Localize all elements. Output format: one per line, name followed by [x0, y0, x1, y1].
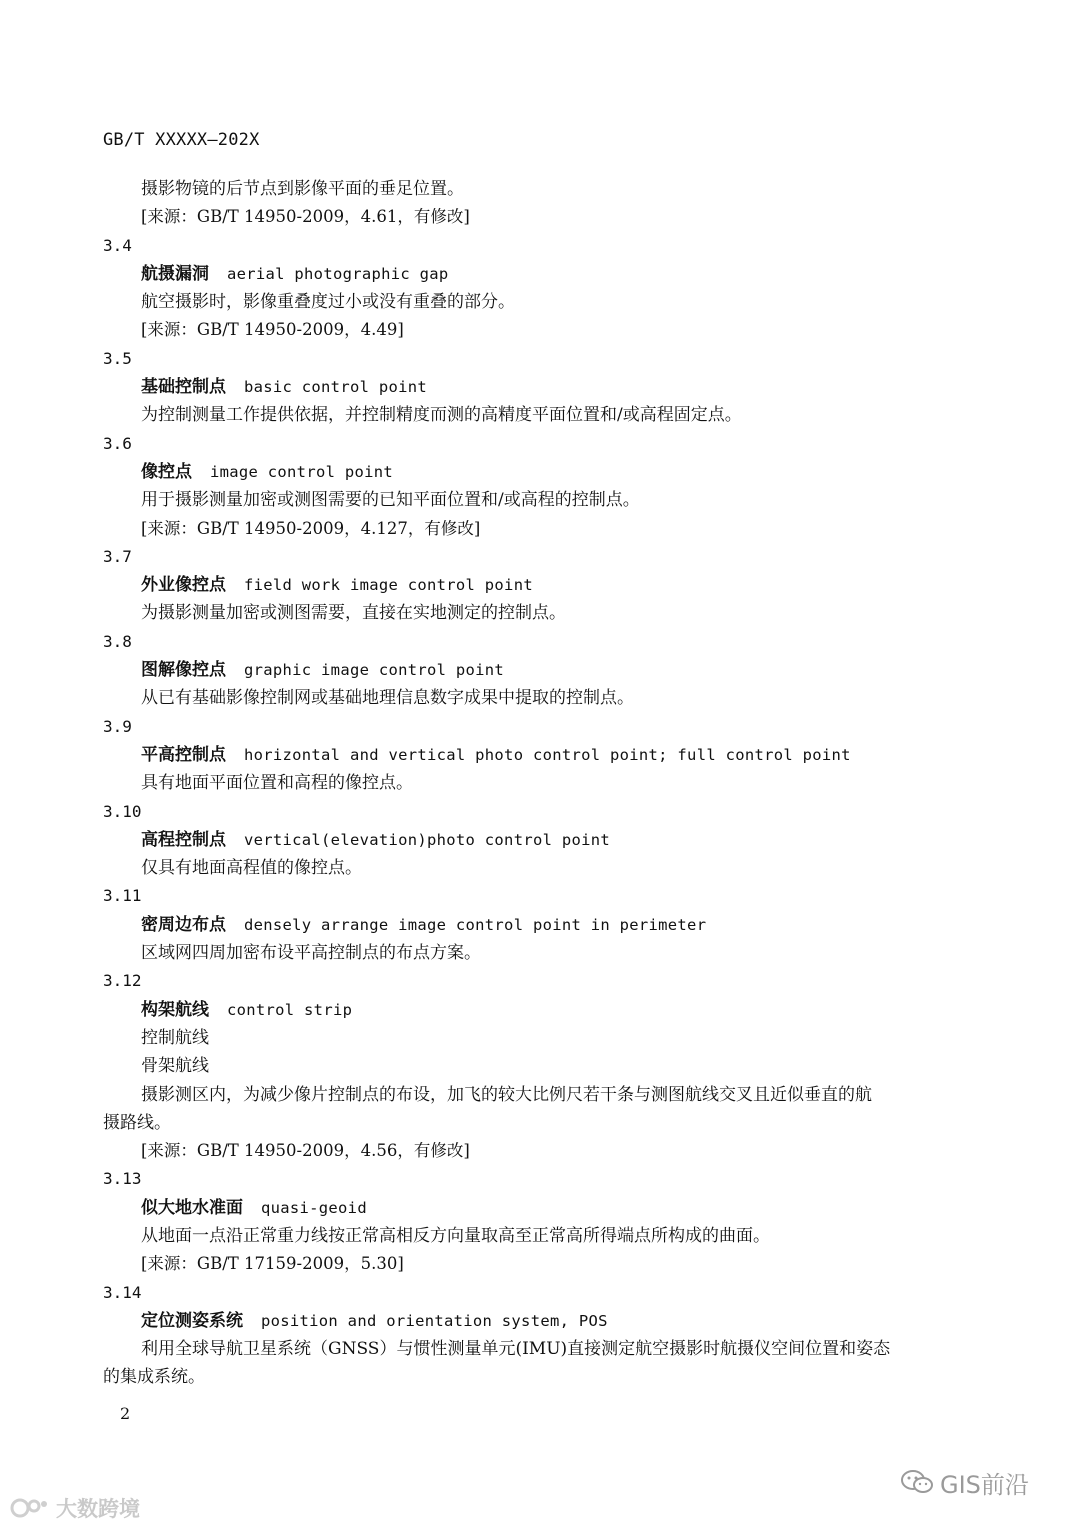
term-english: vertical(elevation)photo control point	[244, 830, 611, 849]
term-entry	[103, 1307, 963, 1335]
watermark-logo-icon	[10, 1496, 50, 1520]
term-english: quasi-geoid	[261, 1198, 367, 1217]
term-chinese: 航摄漏洞	[141, 263, 209, 284]
term-chinese: 像控点	[141, 461, 192, 482]
term-english: graphic image control point	[244, 661, 505, 680]
term-chinese: 基础控制点	[141, 377, 226, 398]
term-english: image control point	[210, 462, 394, 481]
page-number: 2	[120, 1404, 131, 1423]
term-chinese: 平高控制点	[141, 744, 226, 765]
clause-number: 3.12	[103, 971, 142, 991]
term-entry	[103, 826, 963, 854]
term-english: position and orientation system, POS	[261, 1311, 608, 1330]
term-english: horizontal and vertical photo control point; full control point	[244, 745, 851, 764]
clause-number: 3.7	[103, 546, 132, 566]
definition-text: 骨架航线	[141, 1056, 209, 1077]
definition-text: 用于摄影测量加密或测图需要的已知平面位置和/或高程的控制点。	[141, 490, 640, 511]
term-entry	[103, 911, 963, 939]
watermark-right-text: GIS前沿	[940, 1470, 1029, 1499]
term-english: basic control point	[244, 378, 428, 397]
term-entry	[103, 741, 963, 769]
watermark-left	[10, 1493, 140, 1523]
definition-text: 利用全球导航卫星系统（GNSS）与惯性测量单元(IMU)直接测定航空摄影时航摄仪空间位置和姿态	[141, 1339, 891, 1360]
term-chinese: 似大地水准面	[141, 1197, 243, 1218]
definition-text: 从地面一点沿正常重力线按正常高相反方向量取高至正常高所得端点所构成的曲面。	[141, 1225, 770, 1246]
definition-text: 为控制测量工作提供依据，并控制精度而测的高精度平面位置和/或高程固定点。	[141, 405, 742, 426]
definition-text: 从已有基础影像控制网或基础地理信息数字成果中提取的控制点。	[141, 688, 634, 709]
clause-number: 3.9	[103, 716, 132, 736]
source-citation: [来源：GB/T 14950-2009，4.49]	[141, 320, 404, 340]
document-code-header: GB/T XXXXX—202X	[103, 130, 260, 150]
definition-text: 区域网四周加密布设平高控制点的布点方案。	[141, 943, 481, 964]
source-citation: [来源：GB/T 14950-2009，4.127，有修改]	[141, 518, 481, 538]
term-entry	[103, 996, 963, 1024]
term-entry	[103, 656, 963, 684]
clause-number: 3.10	[103, 801, 142, 821]
definition-text-continuation: 的集成系统。	[103, 1367, 205, 1388]
clause-number: 3.11	[103, 886, 142, 906]
definition-text: 控制航线	[141, 1027, 209, 1048]
definition-text: 航空摄影时，影像重叠度过小或没有重叠的部分。	[141, 292, 515, 313]
clause-number: 3.8	[103, 631, 132, 651]
term-english: densely arrange image control point in perimeter	[244, 915, 707, 934]
source-citation: [来源：GB/T 14950-2009，4.56，有修改]	[141, 1141, 470, 1161]
watermark-right	[900, 1462, 1029, 1502]
definition-text: 仅具有地面高程值的像控点。	[141, 858, 362, 879]
term-chinese: 外业像控点	[141, 575, 226, 596]
clause-number: 3.5	[103, 348, 132, 368]
definition-text: 具有地面平面位置和高程的像控点。	[141, 773, 413, 794]
clause-number: 3.14	[103, 1282, 142, 1302]
wechat-icon	[900, 1468, 934, 1496]
term-entry	[103, 373, 963, 401]
term-chinese: 高程控制点	[141, 829, 226, 850]
term-chinese: 定位测姿系统	[141, 1310, 243, 1331]
term-english: field work image control point	[244, 576, 533, 595]
term-chinese: 图解像控点	[141, 660, 226, 681]
definition-text: 为摄影测量加密或测图需要，直接在实地测定的控制点。	[141, 603, 566, 624]
source-citation: [来源：GB/T 17159-2009，5.30]	[141, 1254, 404, 1274]
definition-text-continuation: 摄路线。	[103, 1112, 171, 1133]
definition-text: 摄影测区内，为减少像片控制点的布设，加飞的较大比例尺若干条与测图航线交叉且近似垂直的航	[141, 1084, 872, 1105]
document-body	[103, 175, 963, 1392]
definition-text: 摄影物镜的后节点到影像平面的垂足位置。	[141, 179, 464, 199]
term-chinese: 密周边布点	[141, 914, 226, 935]
clause-number: 3.6	[103, 433, 132, 453]
clause-number: 3.4	[103, 235, 132, 255]
term-entry	[103, 260, 963, 288]
term-english: aerial photographic gap	[227, 264, 449, 283]
clause-number: 3.13	[103, 1169, 142, 1189]
term-entry	[103, 1194, 963, 1222]
term-english: control strip	[227, 1000, 353, 1019]
source-citation: [来源：GB/T 14950-2009，4.61，有修改]	[141, 207, 470, 227]
watermark-left-text: 大数跨境	[56, 1497, 140, 1521]
term-entry	[103, 458, 963, 486]
term-entry	[103, 571, 963, 599]
term-chinese: 构架航线	[141, 999, 209, 1020]
